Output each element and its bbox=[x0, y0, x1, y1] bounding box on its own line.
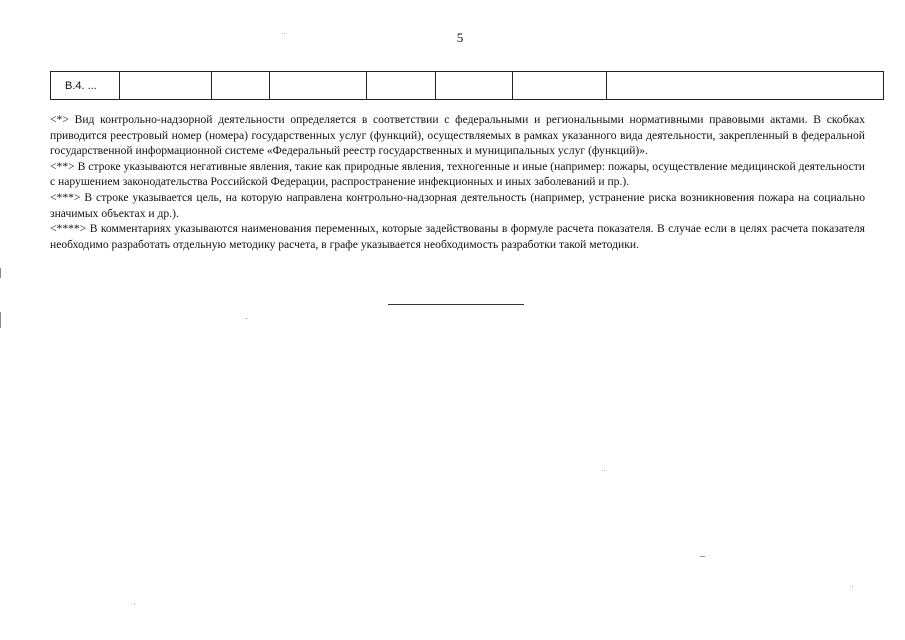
footnote-4: <****> В комментариях указываются наименования переменных, которые задействованы в формуле расчета показателя. В случае если в целях расчета показателя необходимо разработать отдельную методику расчета, в графе указывается необходимость разработки такой методики. bbox=[50, 222, 865, 251]
scan-speck bbox=[700, 556, 705, 557]
scan-speck bbox=[246, 318, 247, 319]
table-cell bbox=[513, 72, 607, 100]
indicator-table bbox=[50, 71, 884, 100]
footnotes bbox=[50, 112, 865, 252]
scan-speck bbox=[604, 470, 605, 471]
separator-line bbox=[388, 304, 524, 305]
footnote-2: <**> В строке указываются негативные явления, такие как природные явления, техногенные и иные (например: пожары, осуществление медицинской деятельности с нарушением законодательства Российской Федерации, распространение инфекционных и иных заболеваний и пр.). bbox=[50, 159, 865, 189]
footnote-3: <***> В строке указывается цель, на которую направлена контрольно-надзорная деятельность (например, устранение риска возникновения пожара на социально значимых объектах и др.). bbox=[50, 190, 865, 220]
table-row bbox=[51, 72, 884, 100]
scan-speck bbox=[134, 604, 135, 605]
scan-edge-mark bbox=[0, 268, 1, 278]
footnote-1: <*> Вид контрольно-надзорной деятельности определяется в соответствии с федеральными и региональными нормативными правовыми актами. В скобках приводится реестровый номер (номера) государственных услуг (функций), осуществляемых в рамках указанного вида деятельности, закрепленный в федеральной государственной информационной системе «Федеральный реестр государственных и муниципальных услуг (функций)». bbox=[50, 113, 865, 158]
table-cell bbox=[120, 72, 212, 100]
scan-speck bbox=[852, 586, 853, 587]
table-cell bbox=[607, 72, 884, 100]
table-cell bbox=[436, 72, 513, 100]
table-cell bbox=[367, 72, 436, 100]
scan-speck bbox=[284, 33, 285, 34]
table-cell bbox=[212, 72, 270, 100]
scan-edge-mark bbox=[0, 312, 1, 328]
row-label-cell: В.4. ... bbox=[51, 72, 120, 100]
page-number: 5 bbox=[456, 30, 464, 45]
table-cell bbox=[270, 72, 367, 100]
